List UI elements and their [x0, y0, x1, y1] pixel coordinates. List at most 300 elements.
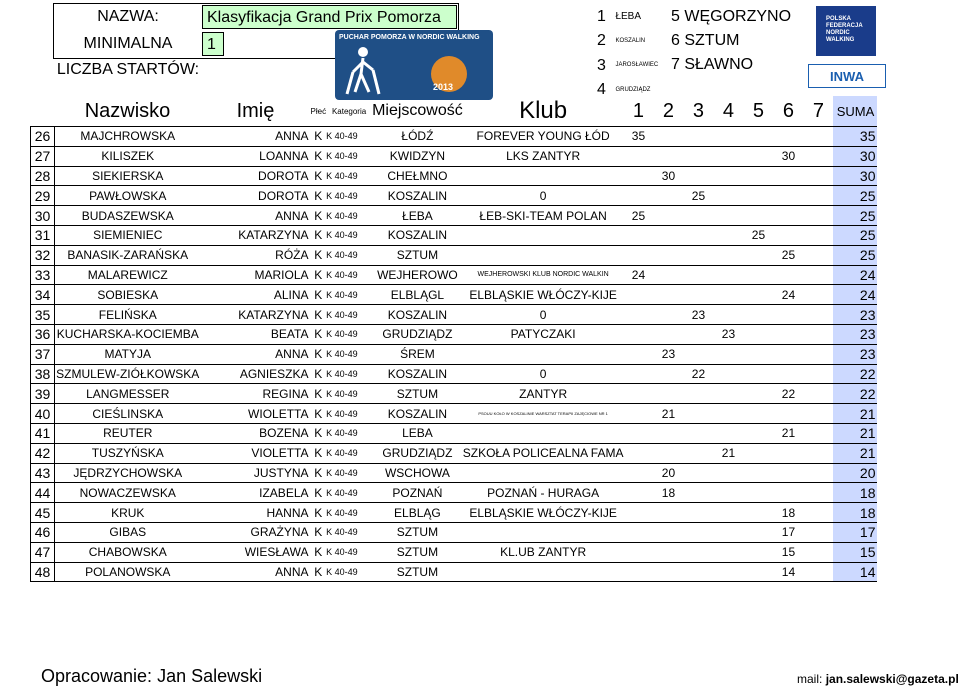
- round-item: 6 SZTUM: [671, 32, 740, 49]
- row-city: KOSZALIN: [372, 305, 463, 325]
- row-sum: 25: [833, 186, 877, 206]
- row-category: K 40-49: [326, 206, 372, 226]
- row-points-round-3: [683, 344, 713, 364]
- row-club: FOREVER YOUNG ŁÓD: [463, 127, 624, 147]
- row-points-round-7: [803, 166, 833, 186]
- row-sum: 20: [833, 463, 877, 483]
- row-points-round-6: [773, 364, 803, 384]
- row-points-round-4: [713, 503, 743, 523]
- row-sum: 30: [833, 146, 877, 166]
- row-first-name: KATARZYNA: [201, 225, 311, 245]
- row-sex: K: [311, 364, 327, 384]
- table-row: [31, 265, 878, 285]
- row-points-round-2: [653, 423, 683, 443]
- row-first-name: BOZENA: [201, 423, 311, 443]
- row-first-name: ANNA: [201, 206, 311, 226]
- row-points-round-5: [743, 483, 773, 503]
- row-points-round-3: [683, 127, 713, 147]
- row-sex: K: [311, 483, 327, 503]
- row-position: 47: [31, 542, 55, 562]
- row-first-name: ANNA: [201, 344, 311, 364]
- row-points-round-6: 25: [773, 245, 803, 265]
- row-points-round-2: [653, 265, 683, 285]
- row-city: ELBLĄGL: [372, 285, 463, 305]
- row-club: PATYCZAKI: [463, 324, 624, 344]
- round-item: 7 SŁAWNO: [671, 56, 754, 73]
- row-points-round-1: [623, 384, 653, 404]
- row-sex: K: [311, 562, 327, 582]
- row-points-round-3: 22: [683, 364, 713, 384]
- mail-value: jan.salewski@gazeta.pl: [825, 672, 959, 686]
- row-points-round-7: [803, 503, 833, 523]
- row-points-round-3: [683, 146, 713, 166]
- row-points-round-6: 30: [773, 146, 803, 166]
- row-position: 35: [31, 305, 55, 325]
- row-position: 31: [31, 225, 55, 245]
- table-row: [31, 423, 878, 443]
- row-points-round-5: [743, 265, 773, 285]
- table-row: [31, 166, 878, 186]
- row-points-round-5: [743, 206, 773, 226]
- row-category: K 40-49: [326, 245, 372, 265]
- row-surname: POLANOWSKA: [55, 562, 201, 582]
- row-points-round-7: [803, 305, 833, 325]
- row-points-round-7: [803, 344, 833, 364]
- row-points-round-6: [773, 127, 803, 147]
- row-points-round-1: [623, 404, 653, 424]
- row-position: 43: [31, 463, 55, 483]
- row-points-round-6: 14: [773, 562, 803, 582]
- row-city: SZTUM: [372, 384, 463, 404]
- row-points-round-2: 21: [653, 404, 683, 424]
- row-club: ELBLĄSKIE WŁÓCZY-KIJE: [463, 285, 624, 305]
- row-points-round-6: [773, 186, 803, 206]
- row-points-round-6: 22: [773, 384, 803, 404]
- row-surname: PAWŁOWSKA: [55, 186, 201, 206]
- row-position: 39: [31, 384, 55, 404]
- row-position: 36: [31, 324, 55, 344]
- row-points-round-7: [803, 225, 833, 245]
- row-first-name: ANNA: [201, 127, 311, 147]
- row-city: KOSZALIN: [372, 186, 463, 206]
- row-position: 42: [31, 443, 55, 463]
- row-points-round-5: [743, 404, 773, 424]
- row-points-round-1: [623, 186, 653, 206]
- contact-mail: [797, 672, 959, 686]
- row-points-round-1: [623, 245, 653, 265]
- row-surname: TUSZYŃSKA: [55, 443, 201, 463]
- row-points-round-5: [743, 305, 773, 325]
- row-position: 34: [31, 285, 55, 305]
- row-sum: 23: [833, 344, 877, 364]
- row-sex: K: [311, 166, 327, 186]
- row-category: K 40-49: [326, 423, 372, 443]
- row-club: [463, 166, 624, 186]
- row-sex: K: [311, 443, 327, 463]
- row-points-round-1: [623, 166, 653, 186]
- row-first-name: ANNA: [201, 562, 311, 582]
- row-club: ZANTYR: [463, 384, 624, 404]
- row-points-round-1: [623, 305, 653, 325]
- table-row: [31, 522, 878, 542]
- col-round-2: 2: [653, 96, 683, 127]
- table-row: [31, 542, 878, 562]
- row-points-round-6: [773, 404, 803, 424]
- row-category: K 40-49: [326, 522, 372, 542]
- row-points-round-1: [623, 443, 653, 463]
- row-points-round-4: [713, 305, 743, 325]
- table-row: [31, 503, 878, 523]
- row-surname: KILISZEK: [55, 146, 201, 166]
- row-surname: NOWACZEWSKA: [55, 483, 201, 503]
- row-city: SZTUM: [372, 562, 463, 582]
- inwa-logo: INWA: [808, 64, 886, 88]
- row-points-round-7: [803, 443, 833, 463]
- name-value: Klasyfikacja Grand Prix Pomorza: [202, 5, 457, 29]
- row-points-round-4: [713, 483, 743, 503]
- row-points-round-2: [653, 542, 683, 562]
- row-club: [463, 562, 624, 582]
- row-points-round-2: [653, 522, 683, 542]
- round-item: 1 ŁEBA: [597, 8, 642, 26]
- row-city: SZTUM: [372, 522, 463, 542]
- row-points-round-1: [623, 542, 653, 562]
- row-points-round-6: 18: [773, 503, 803, 523]
- row-sex: K: [311, 225, 327, 245]
- logo-year: 2013: [433, 82, 454, 92]
- row-sex: K: [311, 206, 327, 226]
- row-points-round-4: [713, 522, 743, 542]
- row-points-round-7: [803, 384, 833, 404]
- col-round-7: 7: [803, 96, 833, 127]
- row-points-round-4: [713, 562, 743, 582]
- round-item: 3 JAROSŁAWIEC: [597, 56, 659, 74]
- row-city: ŁEBA: [372, 206, 463, 226]
- table-row: [31, 285, 878, 305]
- row-sum: 25: [833, 206, 877, 226]
- row-points-round-6: [773, 344, 803, 364]
- row-position: 38: [31, 364, 55, 384]
- row-sex: K: [311, 423, 327, 443]
- row-points-round-4: [713, 225, 743, 245]
- row-points-round-1: [623, 285, 653, 305]
- col-name: Imię: [201, 96, 311, 127]
- pfnw-logo: POLSKA FEDERACJA NORDIC WALKING: [816, 6, 876, 56]
- row-sex: K: [311, 503, 327, 523]
- row-club: 0: [463, 186, 624, 206]
- row-points-round-6: [773, 225, 803, 245]
- table-row: [31, 186, 878, 206]
- row-points-round-5: [743, 245, 773, 265]
- prepared-by: [41, 666, 262, 687]
- row-points-round-7: [803, 562, 833, 582]
- row-sex: K: [311, 305, 327, 325]
- min-starts-label: MINIMALNA LICZBA STARTÓW:: [56, 35, 200, 78]
- row-points-round-6: 17: [773, 522, 803, 542]
- row-points-round-3: 25: [683, 186, 713, 206]
- row-club: ELBLĄSKIE WŁÓCZY-KIJE: [463, 503, 624, 523]
- row-first-name: IZABELA: [201, 483, 311, 503]
- row-category: K 40-49: [326, 225, 372, 245]
- row-city: CHEŁMNO: [372, 166, 463, 186]
- row-points-round-1: [623, 562, 653, 582]
- row-points-round-4: [713, 423, 743, 443]
- row-category: K 40-49: [326, 146, 372, 166]
- round-item: 5 WĘGORZYNO: [671, 8, 792, 25]
- row-category: K 40-49: [326, 305, 372, 325]
- col-round-3: 3: [683, 96, 713, 127]
- row-position: 26: [31, 127, 55, 147]
- row-points-round-3: [683, 522, 713, 542]
- row-points-round-5: [743, 423, 773, 443]
- row-sum: 15: [833, 542, 877, 562]
- row-points-round-3: [683, 324, 713, 344]
- row-surname: REUTER: [55, 423, 201, 443]
- row-points-round-1: [623, 344, 653, 364]
- row-first-name: HANNA: [201, 503, 311, 523]
- row-category: K 40-49: [326, 364, 372, 384]
- row-surname: LANGMESSER: [55, 384, 201, 404]
- row-points-round-3: 23: [683, 305, 713, 325]
- row-points-round-4: [713, 463, 743, 483]
- row-points-round-1: 25: [623, 206, 653, 226]
- row-category: K 40-49: [326, 324, 372, 344]
- col-city: Miejscowość: [372, 96, 463, 127]
- row-surname: SIEMIENIEC: [55, 225, 201, 245]
- row-points-round-1: 24: [623, 265, 653, 285]
- row-sum: 21: [833, 443, 877, 463]
- row-points-round-2: [653, 127, 683, 147]
- row-first-name: ALINA: [201, 285, 311, 305]
- row-first-name: RÓŻA: [201, 245, 311, 265]
- row-club: KL.UB ZANTYR: [463, 542, 624, 562]
- table-row: [31, 245, 878, 265]
- row-club: [463, 245, 624, 265]
- col-category: Kategoria: [326, 96, 372, 127]
- row-sex: K: [311, 324, 327, 344]
- walker-icon: [343, 44, 383, 96]
- name-row: [54, 4, 458, 30]
- row-sex: K: [311, 186, 327, 206]
- logo-text: PUCHAR POMORZA W NORDIC WALKING: [339, 34, 480, 41]
- row-position: 28: [31, 166, 55, 186]
- row-points-round-6: [773, 166, 803, 186]
- row-sum: 24: [833, 285, 877, 305]
- row-category: K 40-49: [326, 384, 372, 404]
- row-sum: 25: [833, 245, 877, 265]
- row-surname: SOBIESKA: [55, 285, 201, 305]
- row-points-round-4: [713, 364, 743, 384]
- row-points-round-2: [653, 225, 683, 245]
- row-sum: 21: [833, 404, 877, 424]
- row-category: K 40-49: [326, 186, 372, 206]
- row-first-name: REGINA: [201, 384, 311, 404]
- row-first-name: WIOLETTA: [201, 404, 311, 424]
- row-surname: SIEKIERSKA: [55, 166, 201, 186]
- round-item: 4 GRUDZIĄDZ: [597, 80, 651, 98]
- row-points-round-2: 30: [653, 166, 683, 186]
- row-points-round-5: [743, 562, 773, 582]
- row-sex: K: [311, 522, 327, 542]
- row-points-round-3: [683, 483, 713, 503]
- table-row: [31, 443, 878, 463]
- row-sum: 23: [833, 324, 877, 344]
- table-row: [31, 404, 878, 424]
- row-sex: K: [311, 344, 327, 364]
- table-row: [31, 384, 878, 404]
- row-points-round-3: [683, 166, 713, 186]
- row-surname: KUCHARSKA-KOCIEMBA: [55, 324, 201, 344]
- row-sum: 17: [833, 522, 877, 542]
- row-club: [463, 522, 624, 542]
- event-logo: [335, 30, 493, 100]
- row-points-round-4: [713, 384, 743, 404]
- row-points-round-1: [623, 225, 653, 245]
- row-points-round-7: [803, 463, 833, 483]
- row-category: K 40-49: [326, 404, 372, 424]
- row-surname: MAJCHROWSKA: [55, 127, 201, 147]
- row-points-round-1: [623, 364, 653, 384]
- row-club: [463, 463, 624, 483]
- row-points-round-3: [683, 206, 713, 226]
- row-city: WSCHOWA: [372, 463, 463, 483]
- row-city: KOSZALIN: [372, 364, 463, 384]
- row-surname: BUDASZEWSKA: [55, 206, 201, 226]
- row-points-round-7: [803, 146, 833, 166]
- row-points-round-7: [803, 285, 833, 305]
- row-points-round-7: [803, 265, 833, 285]
- row-points-round-3: [683, 285, 713, 305]
- row-points-round-5: [743, 542, 773, 562]
- row-sum: 14: [833, 562, 877, 582]
- row-sex: K: [311, 404, 327, 424]
- row-category: K 40-49: [326, 344, 372, 364]
- row-points-round-7: [803, 522, 833, 542]
- row-category: K 40-49: [326, 443, 372, 463]
- row-position: 44: [31, 483, 55, 503]
- row-points-round-6: 24: [773, 285, 803, 305]
- table-row: [31, 344, 878, 364]
- row-points-round-2: [653, 285, 683, 305]
- row-points-round-4: [713, 344, 743, 364]
- row-points-round-3: [683, 225, 713, 245]
- row-points-round-3: [683, 384, 713, 404]
- row-position: 29: [31, 186, 55, 206]
- row-city: ŁÓDŹ: [372, 127, 463, 147]
- row-points-round-5: [743, 443, 773, 463]
- col-round-5: 5: [743, 96, 773, 127]
- row-points-round-4: [713, 542, 743, 562]
- row-points-round-1: [623, 522, 653, 542]
- row-points-round-7: [803, 364, 833, 384]
- row-points-round-4: [713, 166, 743, 186]
- row-surname: JĘDRZYCHOWSKA: [55, 463, 201, 483]
- col-sum: SUMA: [833, 96, 877, 127]
- row-position: 46: [31, 522, 55, 542]
- row-points-round-4: [713, 265, 743, 285]
- row-city: SZTUM: [372, 245, 463, 265]
- row-category: K 40-49: [326, 127, 372, 147]
- row-first-name: AGNIESZKA: [201, 364, 311, 384]
- row-position: 27: [31, 146, 55, 166]
- row-points-round-1: [623, 423, 653, 443]
- row-points-round-1: [623, 503, 653, 523]
- row-points-round-2: [653, 305, 683, 325]
- row-points-round-6: [773, 483, 803, 503]
- table-row: [31, 305, 878, 325]
- row-points-round-4: [713, 146, 743, 166]
- row-points-round-4: [713, 186, 743, 206]
- results-body: [31, 127, 878, 582]
- row-points-round-4: 21: [713, 443, 743, 463]
- row-first-name: DOROTA: [201, 186, 311, 206]
- row-points-round-7: [803, 186, 833, 206]
- row-sum: 22: [833, 384, 877, 404]
- row-surname: MALAREWICZ: [55, 265, 201, 285]
- row-first-name: LOANNA: [201, 146, 311, 166]
- table-row: [31, 562, 878, 582]
- row-surname: FELIŃSKA: [55, 305, 201, 325]
- row-position: 37: [31, 344, 55, 364]
- row-points-round-5: [743, 285, 773, 305]
- row-sum: 24: [833, 265, 877, 285]
- row-category: K 40-49: [326, 562, 372, 582]
- row-points-round-7: [803, 127, 833, 147]
- row-club: ŁEB-SKI-TEAM POLAN: [463, 206, 624, 226]
- row-club: PSOUU KOŁO W KOSZALINIE WARSZTAT TERAPII ZAJĘCIOWE NR 1: [463, 404, 624, 424]
- row-city: LEBA: [372, 423, 463, 443]
- row-city: WEJHEROWO: [372, 265, 463, 285]
- row-sex: K: [311, 265, 327, 285]
- row-category: K 40-49: [326, 166, 372, 186]
- row-points-round-7: [803, 542, 833, 562]
- results-table: [30, 96, 877, 582]
- row-city: KOSZALIN: [372, 404, 463, 424]
- row-city: KWIDZYN: [372, 146, 463, 166]
- row-category: K 40-49: [326, 483, 372, 503]
- row-points-round-5: [743, 146, 773, 166]
- table-row: [31, 364, 878, 384]
- table-row: [31, 146, 878, 166]
- row-city: GRUDZIĄDZ: [372, 443, 463, 463]
- col-club: Klub: [463, 96, 624, 127]
- row-points-round-1: [623, 146, 653, 166]
- row-position: 48: [31, 562, 55, 582]
- row-points-round-4: [713, 285, 743, 305]
- row-points-round-2: [653, 443, 683, 463]
- row-position: 32: [31, 245, 55, 265]
- row-sum: 25: [833, 225, 877, 245]
- row-points-round-7: [803, 404, 833, 424]
- row-city: ELBLĄG: [372, 503, 463, 523]
- col-round-6: 6: [773, 96, 803, 127]
- row-sum: 18: [833, 503, 877, 523]
- row-points-round-6: 21: [773, 423, 803, 443]
- row-points-round-7: [803, 483, 833, 503]
- row-surname: GIBAS: [55, 522, 201, 542]
- row-club: WEJHEROWSKI KLUB NORDIC WALKIN: [463, 265, 624, 285]
- row-first-name: MARIOLA: [201, 265, 311, 285]
- row-points-round-4: [713, 127, 743, 147]
- row-category: K 40-49: [326, 463, 372, 483]
- row-points-round-1: [623, 463, 653, 483]
- row-points-round-2: 23: [653, 344, 683, 364]
- row-city: GRUDZIĄDZ: [372, 324, 463, 344]
- row-city: SZTUM: [372, 542, 463, 562]
- row-points-round-2: 20: [653, 463, 683, 483]
- row-points-round-5: [743, 384, 773, 404]
- row-points-round-6: [773, 265, 803, 285]
